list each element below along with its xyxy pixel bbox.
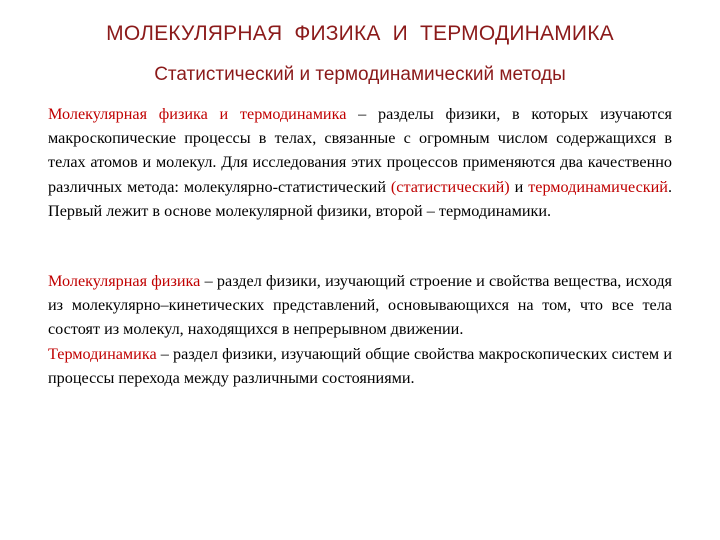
intro-text-c: . Первый лежит в основе молекулярной физики, второй – термодинамики.: [48, 177, 672, 220]
intro-paragraph: [48, 102, 672, 223]
term-molecular-physics-and-thermodynamics: Молекулярная физика и термодинамика: [48, 105, 347, 123]
term-molecular-physics: Молекулярная физика: [48, 272, 201, 290]
slide-title: МОЛЕКУЛЯРНАЯ ФИЗИКА И ТЕРМОДИНАМИКА: [106, 22, 614, 45]
term-statistical-method: (статистический): [390, 177, 510, 196]
definitions-paragraph: [48, 269, 672, 390]
term-thermodynamics: Термодинамика: [48, 344, 157, 363]
slide-subtitle: Статистический и термодинамический методы: [154, 64, 566, 85]
thermodynamics-definition: – раздел физики, изучающий общие свойства макроскопических систем и процессы перехода между различными состояниями.: [48, 344, 672, 387]
intro-text-b: и: [509, 177, 529, 196]
molecular-physics-definition: – раздел физики, изучающий строение и свойства вещества, исходя из молекулярно–кинетических представлений, основывающихся на том, что все тела состоят из молекул, находящихся в непрерывном движении.: [48, 272, 672, 339]
term-thermodynamic-method: термодинамический: [528, 177, 668, 196]
intro-text-a: – разделы физики, в которых изучаются макроскопические процессы в телах, связанные с огромным числом содержащихся в телах атомов и молекул. Для исследования этих процессов применяются два качественно различных метода: молекулярно-статистический: [48, 105, 672, 196]
